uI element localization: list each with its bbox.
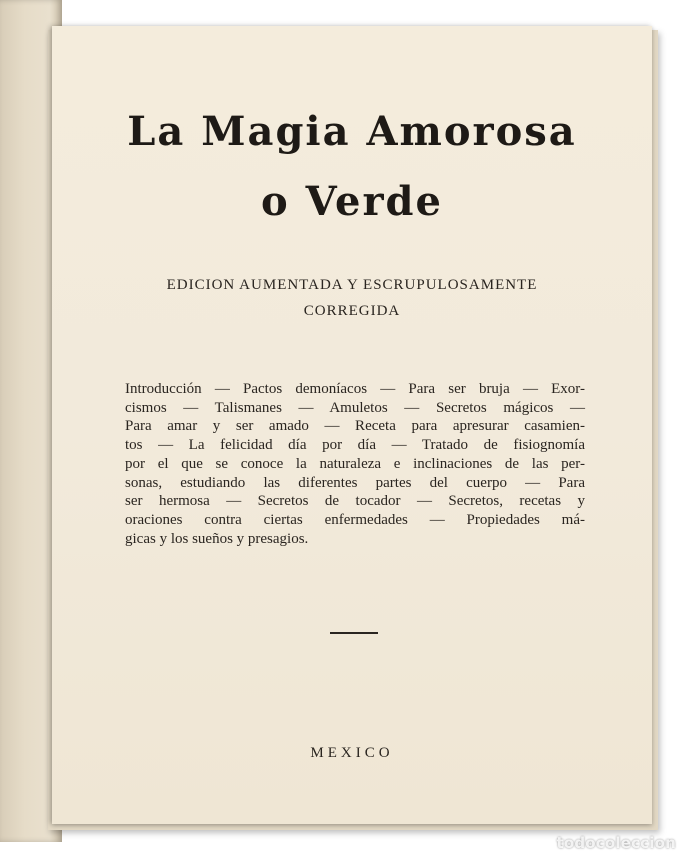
- edition-note-line-2: CORREGIDA: [303, 303, 401, 319]
- contents-line: oraciones contra ciertas enfermedades — Propiedades má-: [125, 511, 585, 528]
- book-title-line-1: La Magia Amorosa: [127, 108, 577, 155]
- contents-line: tos — La felicidad día por día — Tratado de fisiognomía: [125, 437, 585, 454]
- contents-line: cismos — Talismanes — Amuletos — Secretos mágicos —: [125, 399, 585, 416]
- divider-rule: [330, 632, 378, 634]
- contents-line: Introducción — Pactos demoníacos — Para ser bruja — Exor-: [125, 381, 585, 397]
- contents-line: sonas, estudiando las diferentes partes del cuerpo — Para: [125, 474, 585, 491]
- watermark: todocoleccion: [556, 834, 676, 852]
- contents-line: gicas y los sueños y presagios.: [125, 530, 309, 547]
- edition-note-line-1: EDICION AUMENTADA Y ESCRUPULOSAMENTE: [166, 277, 538, 293]
- contents-line: ser hermosa — Secretos de tocador — Secretos, recetas y: [125, 493, 585, 510]
- contents-summary: [125, 380, 585, 548]
- contents-line: por el que se conoce la naturaleza e inclinaciones de las per-: [125, 455, 585, 472]
- contents-line: Para amar y ser amado — Receta para apresurar casamien-: [125, 418, 585, 435]
- title-page: [52, 26, 652, 824]
- book-title-line-2: o Verde: [261, 178, 443, 225]
- publication-place: MEXICO: [310, 745, 394, 761]
